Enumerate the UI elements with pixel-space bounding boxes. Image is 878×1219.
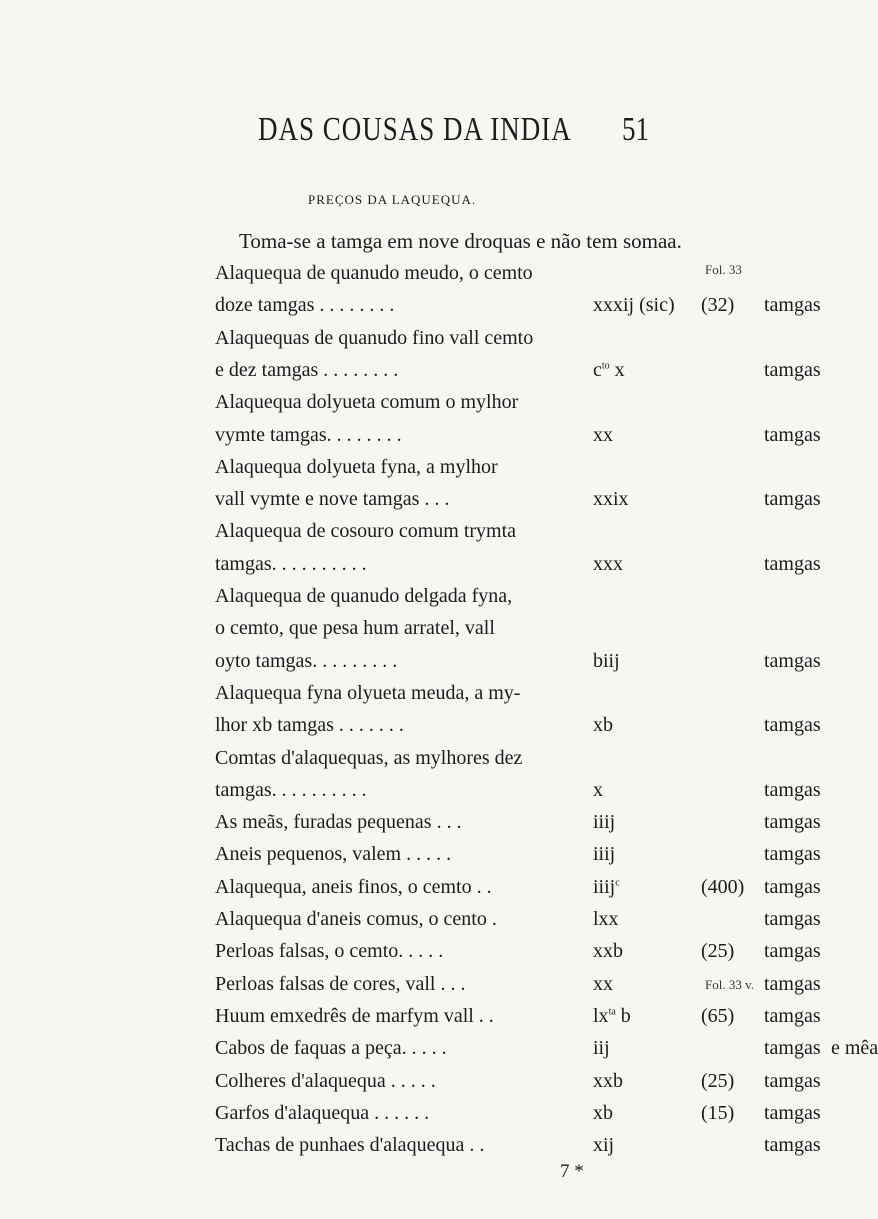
unit-label: tamgas [764,1102,821,1124]
item-description: doze tamgas . . . . . . . . [215,294,395,316]
margin-note-folio: Fol. 33 v. [705,977,754,992]
arabic-value: (32) [701,294,735,316]
roman-value: xb [593,1102,613,1124]
page-number: 51 [622,110,649,148]
roman-value: xxix [593,488,629,510]
margin-note-folio: Fol. 33 [705,262,742,277]
item-description: Alaquequa, aneis finos, o cemto . . [215,876,492,898]
item-description: Alaquequa fyna olyueta meuda, a my- [215,682,521,704]
item-description: As meãs, furadas pequenas . . . [215,811,462,833]
running-header-title: DAS COUSAS DA INDIA [258,110,572,148]
roman-value: xxb [593,940,623,962]
item-description: Cabos de faquas a peça. . . . . [215,1037,447,1059]
item-description: Alaquequa d'aneis comus, o cento . [215,908,497,930]
unit-label: tamgas [764,294,821,316]
item-description: Garfos d'alaquequa . . . . . . [215,1102,430,1124]
unit-label: tamgas [764,650,821,672]
roman-value: lxx [593,908,619,930]
item-description: Aneis pequenos, valem . . . . . [215,843,452,865]
item-description: e dez tamgas . . . . . . . . [215,359,399,381]
item-description: lhor xb tamgas . . . . . . . [215,714,404,736]
item-description: Alaquequa dolyueta comum o mylhor [215,391,519,413]
section-title: PREÇOS DA LAQUEQUA. [308,192,477,207]
unit-label: tamgas [764,488,821,510]
item-description: Alaquequa de quanudo delgada fyna, [215,585,513,607]
roman-value: xxx [593,553,623,575]
unit-label: tamgas [764,1037,821,1059]
roman-value: $c^{to}$ x [593,359,625,381]
item-description: oyto tamgas. . . . . . . . . [215,650,398,672]
unit-extra: e mêa [831,1037,878,1059]
roman-value: iij [593,1037,610,1059]
item-description: vymte tamgas. . . . . . . . [215,424,402,446]
unit-label: tamgas [764,876,821,898]
unit-label: tamgas [764,973,821,995]
item-description: Alaquequa dolyueta fyna, a mylhor [215,456,498,478]
unit-label: tamgas [764,359,821,381]
roman-value: xxxij (sic) [593,294,675,316]
unit-label: tamgas [764,553,821,575]
arabic-value: (400) [701,876,745,898]
roman-value: $lx^{ta}$ b [593,1005,631,1027]
roman-value: xx [593,973,613,995]
item-description: o cemto, que pesa hum arratel, vall [215,617,495,639]
unit-label: tamgas [764,1005,821,1027]
unit-label: tamgas [764,1070,821,1092]
item-description: Alaquequas de quanudo fino vall cemto [215,327,534,349]
arabic-value: (65) [701,1005,735,1027]
roman-value: iiij [593,811,616,833]
unit-label: tamgas [764,908,821,930]
arabic-value: (25) [701,940,735,962]
item-description: vall vymte e nove tamgas . . . [215,488,450,510]
roman-value: xxb [593,1070,623,1092]
item-description: Comtas d'alaquequas, as mylhores dez [215,747,523,769]
item-description: tamgas. . . . . . . . . . [215,779,367,801]
item-description: Perloas falsas, o cemto. . . . . [215,940,444,962]
arabic-value: (25) [701,1070,735,1092]
roman-value: x [593,779,603,801]
roman-value: xij [593,1134,615,1156]
arabic-value: (15) [701,1102,735,1124]
signature-mark: 7 * [560,1161,584,1182]
item-description: Alaquequa de quanudo meudo, o cemto [215,262,533,284]
roman-value: iiij$^c$ [593,876,620,898]
roman-value: xb [593,714,613,736]
item-description: tamgas. . . . . . . . . . [215,553,367,575]
item-description: Huum emxedrês de marfym vall . . [215,1005,494,1027]
unit-label: tamgas [764,424,821,446]
unit-label: tamgas [764,714,821,736]
item-description: Alaquequa de cosouro comum trymta [215,520,517,542]
unit-label: tamgas [764,940,821,962]
item-description: Tachas de punhaes d'alaquequa . . [215,1134,485,1156]
unit-label: tamgas [764,779,821,801]
unit-label: tamgas [764,843,821,865]
item-description: Colheres d'alaquequa . . . . . [215,1070,436,1092]
unit-label: tamgas [764,811,821,833]
intro-paragraph: Toma-se a tamga em nove droquas e não tem somaa. [239,229,682,253]
unit-label: tamgas [764,1134,821,1156]
roman-value: biij [593,650,620,672]
roman-value: iiij [593,843,616,865]
roman-value: xx [593,424,613,446]
item-description: Perloas falsas de cores, vall . . . [215,973,466,995]
